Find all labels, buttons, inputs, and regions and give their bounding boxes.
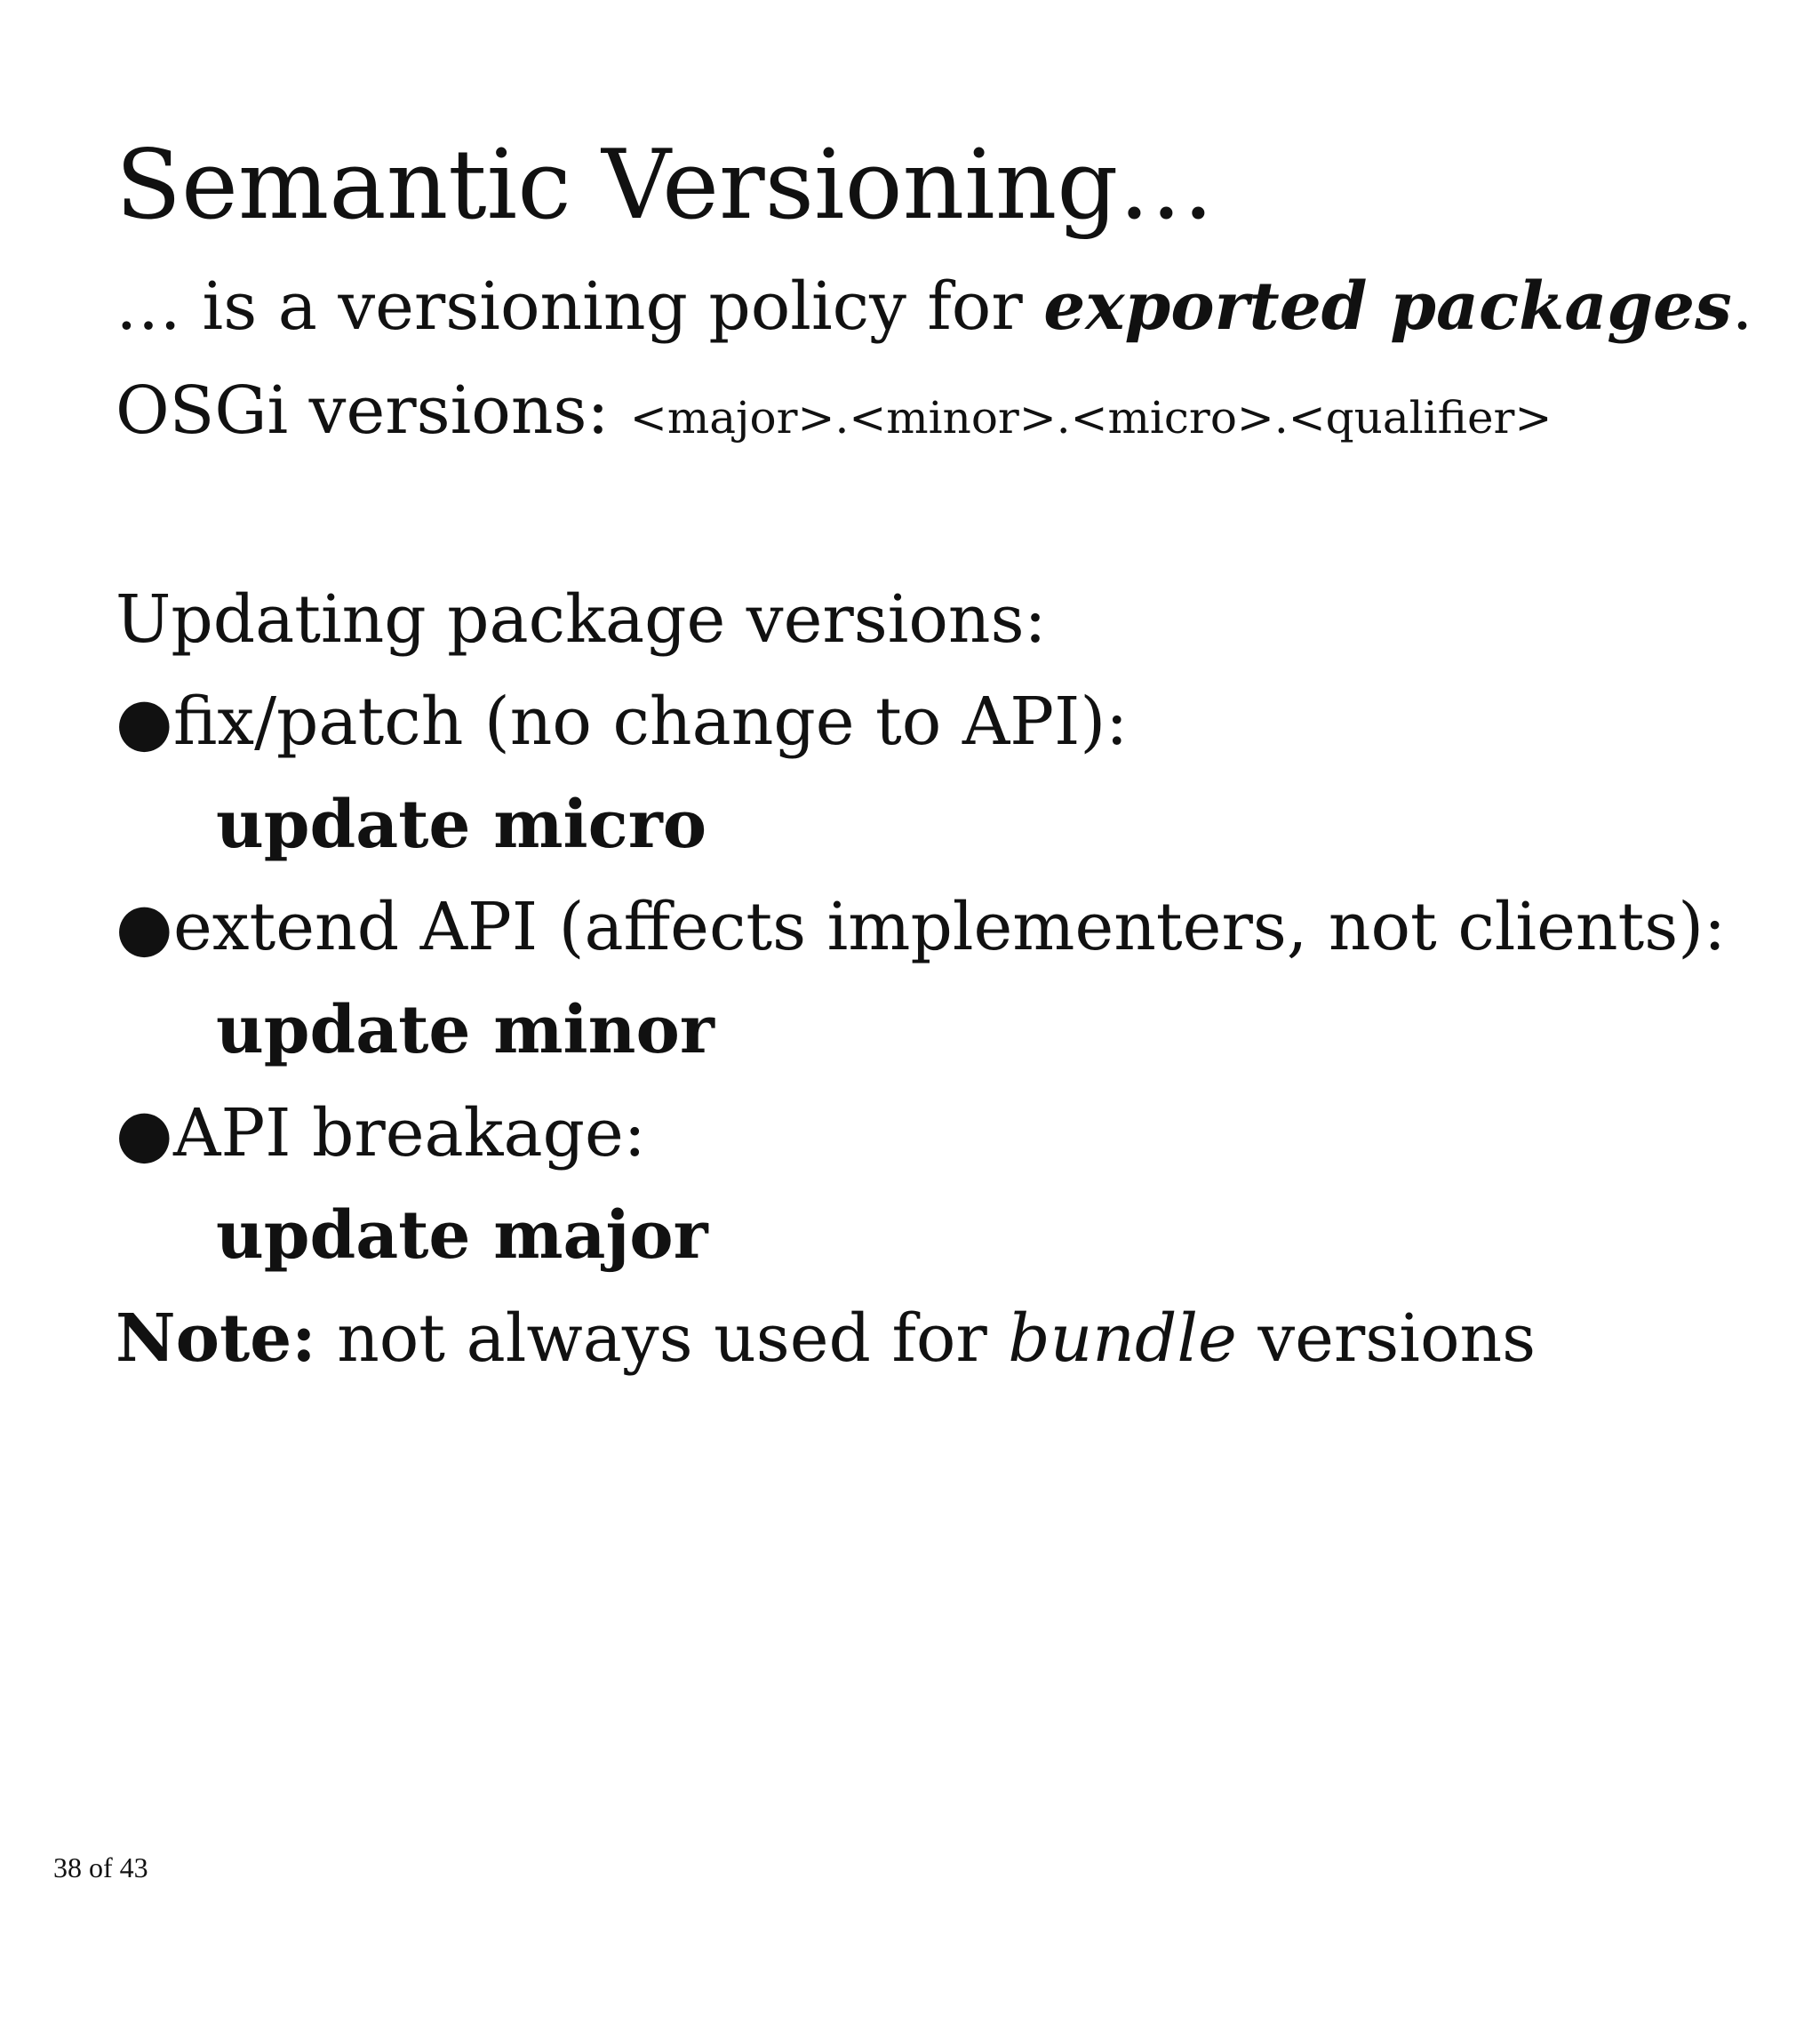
bullet-item [116,686,1128,758]
bullet-text: API breakage: [173,1095,646,1171]
bullet-text: fix/patch (no change to API): [173,684,1129,760]
intro-prefix: … is a versioning policy for [116,268,1044,345]
bullet-symbol: ● [116,1095,173,1171]
intro-line [116,268,1753,345]
bullet-symbol: ● [116,684,173,760]
osgi-version-format: <major>.<minor>.<micro>.<qualifier> [629,392,1553,444]
intro-emphasis: exported packages [1043,268,1732,345]
bullet-item [116,889,1727,965]
osgi-versions-line [116,372,1553,449]
bullet-text: extend API (affects implementers, not clients): [173,889,1727,965]
note-text-after: versions [1236,1300,1537,1377]
note-line [116,1300,1537,1377]
bullet-action: update minor [216,992,714,1068]
bullet-action: update major [216,1197,708,1274]
intro-suffix: . [1731,268,1753,345]
slide-title: Semantic Versioning… [116,130,1215,241]
note-emphasis: bundle [1008,1300,1237,1377]
osgi-label: OSGi versions: [116,372,630,449]
bullet-symbol: ● [116,889,173,965]
bullet-action: update micro [216,787,707,863]
note-text-before: not always used for [315,1300,1009,1377]
note-label: Note: [116,1300,316,1377]
updating-heading: Updating package versions: [116,581,1047,658]
bullet-item [116,1095,646,1171]
page-number: 38 of 43 [53,1851,148,1883]
